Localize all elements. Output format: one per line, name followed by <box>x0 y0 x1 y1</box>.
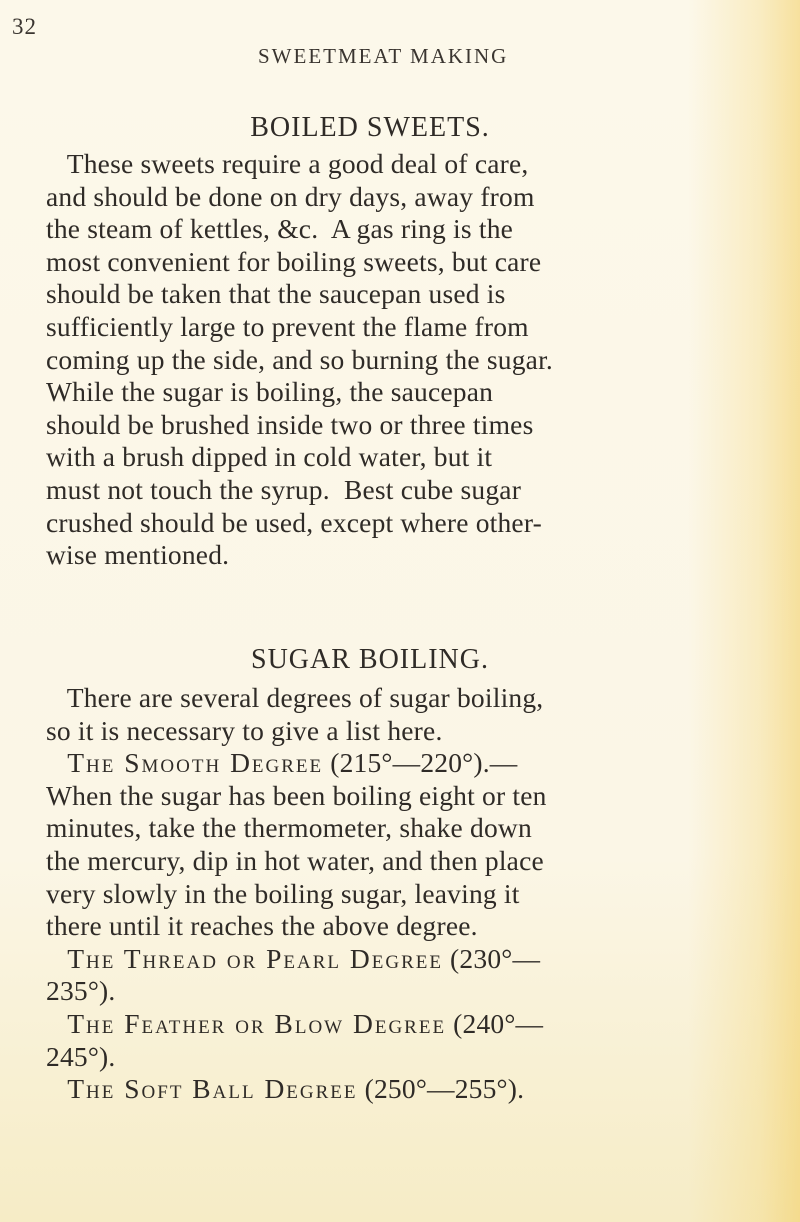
text-line: While the sugar is boiling, the saucepan <box>46 376 494 408</box>
text-line: most convenient for boiling sweets, but care <box>46 245 542 277</box>
text-line: should be brushed inside two or three times <box>46 408 534 440</box>
thread-degree-temp: (230°— <box>442 942 541 974</box>
text-line: there until it reaches the above degree. <box>46 910 478 942</box>
section-title-boiled-sweets: BOILED SWEETS. <box>250 112 490 143</box>
section-title-sugar-boiling: SUGAR BOILING. <box>251 644 489 675</box>
text-line: the steam of kettles, &c. A gas ring is the <box>46 213 514 245</box>
text-line: the mercury, dip in hot water, and then place <box>46 844 544 876</box>
text-line: so it is necessary to give a list here. <box>46 714 443 746</box>
text-line: These sweets require a good deal of care, <box>46 148 529 179</box>
text-line: sufficiently large to prevent the flame from <box>46 310 529 342</box>
boiled-sweets-paragraph <box>46 148 766 572</box>
text-line: and should be done on dry days, away from <box>46 180 535 212</box>
text-line: When the sugar has been boiling eight or ten <box>46 779 547 811</box>
feather-degree-temp: (240°— <box>446 1007 544 1039</box>
soft-ball-degree-heading-line <box>46 1073 766 1106</box>
text-line: crushed should be used, except where other- <box>46 506 542 538</box>
text-line: must not touch the syrup. Best cube sugar <box>46 473 522 505</box>
running-head: SWEETMEAT MAKING <box>258 44 509 68</box>
text-line: very slowly in the boiling sugar, leaving it <box>46 877 520 909</box>
text-line: wise mentioned. <box>46 539 230 571</box>
feather-degree-temp-cont: 245°). <box>46 1040 116 1072</box>
feather-degree-heading: The Feather or Blow Degree <box>67 1007 447 1039</box>
feather-degree-heading-line <box>46 1008 766 1041</box>
soft-ball-degree-heading: The Soft Ball Degree <box>67 1073 358 1105</box>
text-line: minutes, take the thermometer, shake down <box>46 812 532 844</box>
text-line: with a brush dipped in cold water, but it <box>46 441 493 473</box>
text-line: There are several degrees of sugar boiling, <box>46 682 544 713</box>
text-line: should be taken that the saucepan used is <box>46 278 506 310</box>
text-line: coming up the side, and so burning the sugar. <box>46 343 553 375</box>
thread-degree-heading-line <box>46 943 766 976</box>
thread-degree-temp-cont: 235°). <box>46 975 116 1007</box>
sugar-boiling-paragraphs <box>46 682 766 1106</box>
soft-ball-degree-temp: (250°—255°). <box>357 1073 525 1105</box>
smooth-degree-heading: The Smooth Degree <box>67 747 324 779</box>
smooth-degree-temp: (215°—220°).— <box>323 747 518 779</box>
thread-degree-heading: The Thread or Pearl Degree <box>67 942 443 974</box>
smooth-degree-heading-line <box>46 747 766 780</box>
page-number: 32 <box>12 14 37 39</box>
